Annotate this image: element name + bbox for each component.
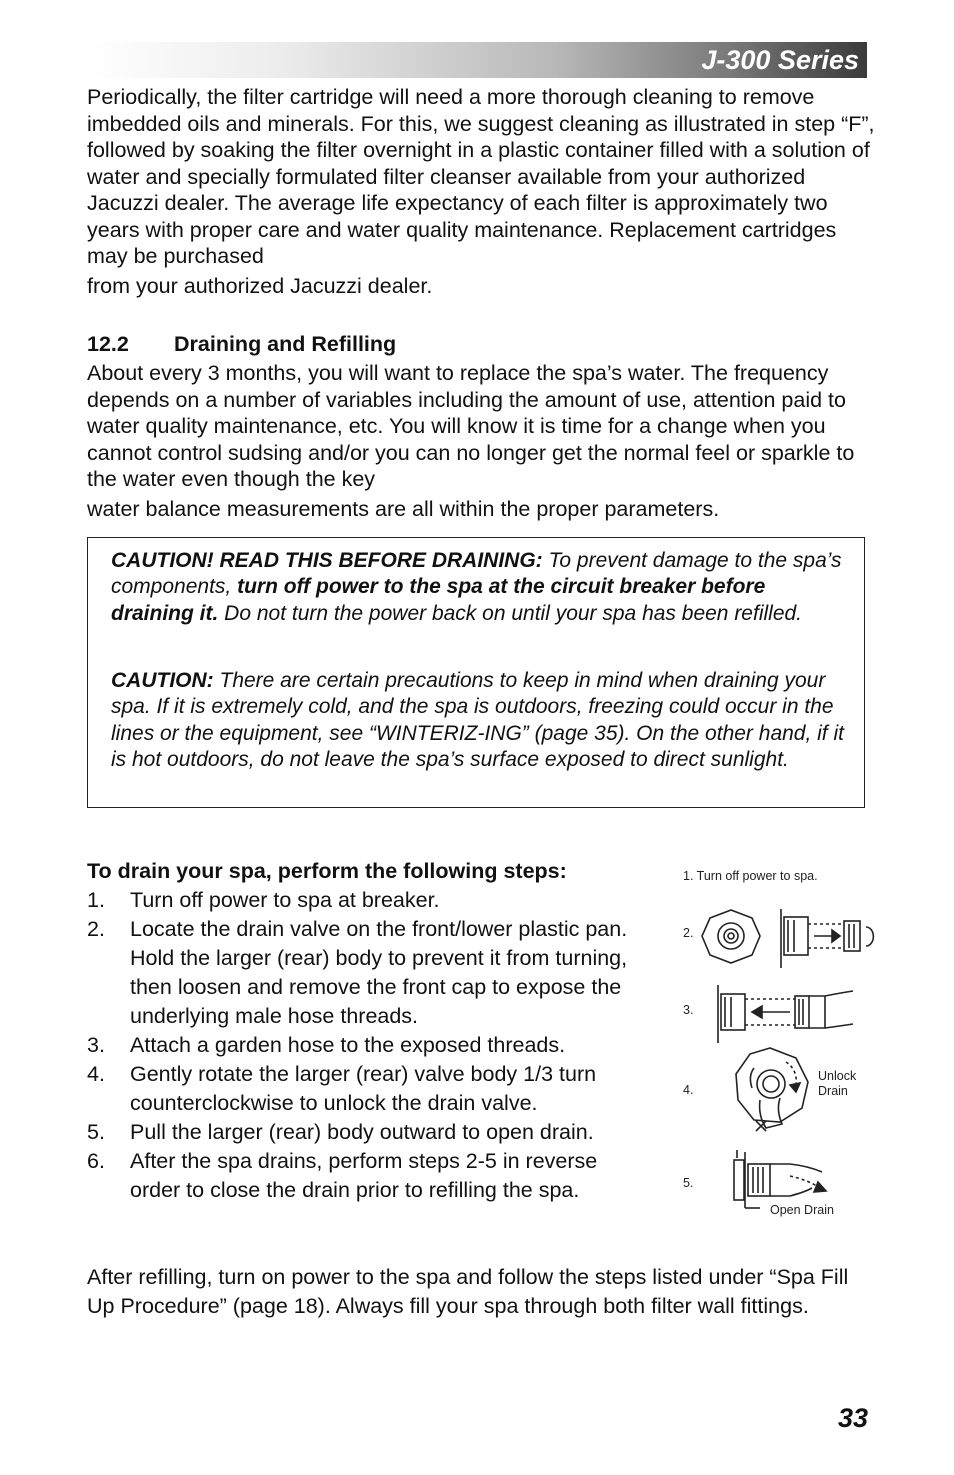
step-number: 1. (87, 888, 105, 912)
step-number: 2. (87, 917, 105, 941)
valve-with-cap-icon (781, 909, 873, 968)
caution-precautions-paragraph (111, 668, 851, 773)
caution-label: CAUTION! READ THIS BEFORE DRAINING: (111, 549, 543, 572)
caution-draining-paragraph (111, 548, 851, 627)
steps-heading: To drain your spa, perform the following steps: (87, 859, 567, 883)
caution-text: To prevent damage to the spa’s components, (111, 549, 842, 599)
drain-cap-icon (702, 910, 760, 963)
list-item (87, 1118, 647, 1147)
caution-text: There are certain precautions to keep in mind when draining your spa. If it is extremely cold, and the spa is outdoors, freezing could occur in the lines or the equipment, see “WINTERIZ-ING” (page 35). On the other hand, if it is hot outdoors, do not leave the spa’s surface exposed to direct sunlight. (111, 669, 844, 771)
after-refilling-paragraph: After refilling, turn on power to the spa and follow the steps listed under “Spa Fill Up Procedure” (page 18). Always fill your spa through both filter wall fittings. (87, 1265, 849, 1318)
list-item (87, 1060, 647, 1118)
hose-attach-icon (718, 985, 853, 1043)
step-text: Locate the drain valve on the front/lower plastic pan. Hold the larger (rear) body to prevent it from turning, then loosen and remove the front cap to expose the underlying male hose threads. (130, 917, 628, 1028)
list-item (87, 1031, 647, 1060)
caution-label: CAUTION: (111, 669, 214, 692)
step-text: Attach a garden hose to the exposed threads. (130, 1033, 566, 1057)
caution-emphasis: turn off power to the spa at the circuit breaker before draining it. (111, 575, 766, 625)
figure-step-5-label: 5. (683, 1176, 694, 1190)
list-item (87, 1147, 647, 1205)
paragraph-body: Periodically, the filter cartridge will need a more thorough cleaning to remove imbedded oils and minerals. For this, we suggest cleaning as illustrated in step “F”, followed by soaking the filter overnight in a plastic container filled with a solution of water and specially formulated filter cleanser available from your authorized Jacuzzi dealer. The average life expectancy of each filter is approximately two years with proper care and water quality maintenance. Replacement cartridges may be purchased (87, 85, 875, 268)
filter-cleaning-paragraph (87, 84, 877, 299)
caution-box (87, 537, 865, 808)
drain-valve-illustration (660, 860, 890, 1230)
step-text: Pull the larger (rear) body outward to open drain. (130, 1120, 594, 1144)
open-drain-icon (734, 1150, 826, 1208)
step-number: 5. (87, 1120, 105, 1144)
section-title: Draining and Refilling (174, 332, 397, 356)
drain-text: Drain (818, 1084, 848, 1098)
hand-rotate-icon (736, 1048, 808, 1131)
list-item (87, 886, 647, 915)
header-bar (88, 42, 867, 78)
caution-text: Do not turn the power back on until your spa has been refilled. (218, 601, 803, 625)
step-text: Turn off power to spa at breaker. (130, 888, 440, 912)
unlock-text: Unlock (818, 1069, 857, 1083)
open-drain-label: Open Drain (770, 1203, 834, 1217)
paragraph-last-line: from your authorized Jacuzzi dealer. (87, 273, 433, 298)
figure-step-2-label: 2. (683, 926, 694, 940)
page-number: 33 (837, 1403, 868, 1433)
paragraph-last-line: water balance measurements are all within the proper parameters. (87, 496, 720, 521)
paragraph-body: About every 3 months, you will want to replace the spa’s water. The frequency depends on a number of variables including the amount of use, attention paid to water quality maintenance, etc. You will know it is time for a change when you cannot control sudsing and/or you can no longer get the normal feel or sparkle to the water even though the key (87, 361, 855, 491)
step-text: After the spa drains, perform steps 2-5 in reverse order to close the drain prior to refilling the spa. (130, 1149, 598, 1202)
series-title: J-300 Series (701, 45, 859, 75)
step-text: Gently rotate the larger (rear) valve body 1/3 turn counterclockwise to unlock the drain valve. (130, 1062, 597, 1115)
figure-step-1-label: 1. Turn off power to spa. (683, 869, 818, 883)
section-heading (87, 331, 396, 357)
step-number: 4. (87, 1062, 105, 1086)
figure-step-4-label: 4. (683, 1083, 694, 1097)
draining-paragraph (87, 360, 877, 522)
section-number: 12.2 (87, 332, 129, 356)
step-number: 3. (87, 1033, 105, 1057)
step-number: 6. (87, 1149, 105, 1173)
figure-step-3-label: 3. (683, 1003, 694, 1017)
drain-steps-list (87, 886, 647, 1205)
list-item (87, 915, 647, 1031)
